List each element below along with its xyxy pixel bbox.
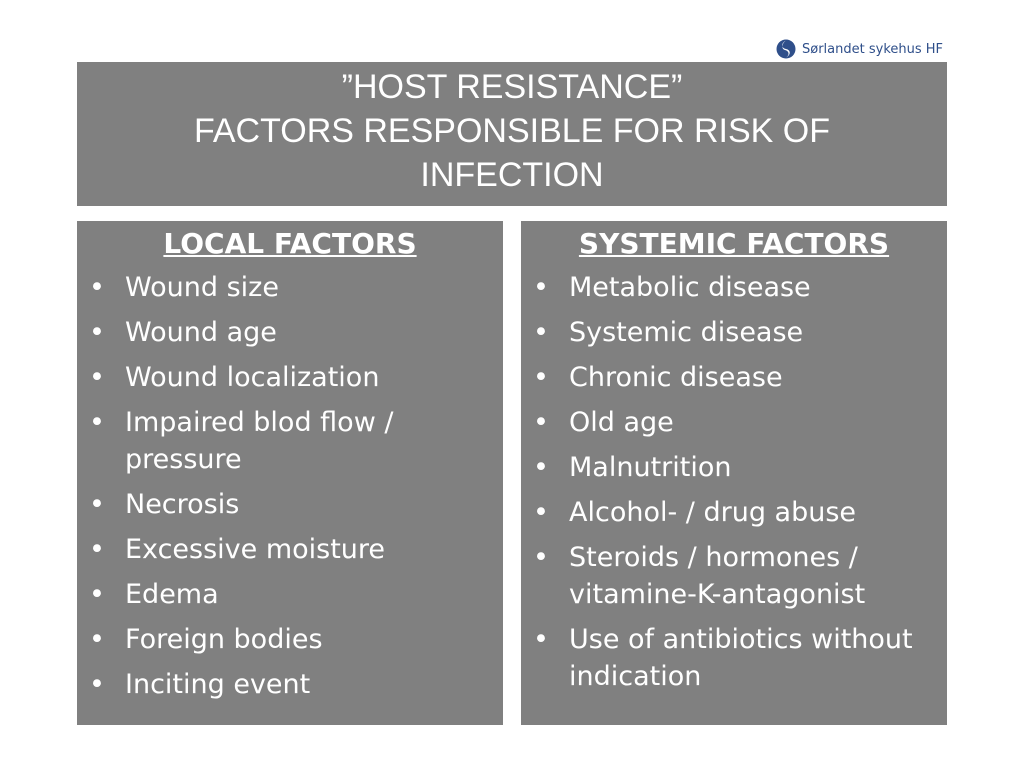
list-item: [521, 359, 947, 396]
bullet-icon: •: [533, 452, 549, 483]
list-item-text: Wound localization: [125, 362, 380, 393]
systemic-factors-list: [521, 269, 947, 695]
list-item: [77, 666, 503, 703]
list-item-text: Alcohol- / drug abuse: [569, 497, 857, 528]
list-item-text: Systemic disease: [569, 317, 804, 348]
bullet-icon: •: [89, 362, 105, 393]
bullet-icon: •: [89, 579, 105, 610]
local-factors-panel: [77, 221, 503, 725]
list-item-text: Foreign bodies: [125, 624, 323, 655]
list-item-text: Chronic disease: [569, 362, 783, 393]
list-item: [77, 269, 503, 306]
title-line-1: ”HOST RESISTANCE”: [341, 68, 683, 106]
bullet-icon: •: [533, 317, 549, 348]
list-item-text: Old age: [569, 407, 674, 438]
bullet-icon: •: [89, 624, 105, 655]
hospital-logo: [776, 36, 943, 62]
list-item: [521, 404, 947, 441]
slide-title: [77, 62, 947, 206]
systemic-factors-panel: [521, 221, 947, 725]
bullet-icon: •: [89, 534, 105, 565]
bullet-icon: •: [533, 624, 549, 655]
local-factors-heading: LOCAL FACTORS: [163, 227, 417, 260]
list-item: [521, 449, 947, 486]
list-item: [77, 404, 503, 478]
bullet-icon: •: [89, 407, 105, 438]
bullet-icon: •: [533, 362, 549, 393]
list-item-text: Excessive moisture: [125, 534, 386, 565]
bullet-icon: •: [533, 272, 549, 303]
list-item: [521, 314, 947, 351]
list-item-text: Metabolic disease: [569, 272, 811, 303]
bullet-icon: •: [89, 489, 105, 520]
list-item-text: Necrosis: [125, 489, 240, 520]
title-line-2: FACTORS RESPONSIBLE FOR RISK OF: [193, 112, 831, 150]
list-item-text: Steroids / hormones / vitamine-K-antagonist: [569, 542, 866, 610]
hospital-logo-icon: [776, 39, 796, 59]
list-item: [77, 576, 503, 613]
list-item: [77, 314, 503, 351]
logo-text: Sørlandet sykehus HF: [802, 41, 944, 57]
bullet-icon: •: [89, 669, 105, 700]
list-item: [521, 494, 947, 531]
list-item-text: Impaired blod flow / pressure: [125, 407, 394, 475]
bullet-icon: •: [89, 317, 105, 348]
list-item: [77, 486, 503, 523]
list-item-text: Wound size: [125, 272, 279, 303]
title-line-3: INFECTION: [420, 156, 604, 194]
list-item: [521, 621, 947, 695]
list-item: [521, 269, 947, 306]
list-item-text: Malnutrition: [569, 452, 732, 483]
list-item-text: Wound age: [125, 317, 277, 348]
list-item-text: Use of antibiotics without indication: [569, 624, 913, 692]
list-item: [77, 359, 503, 396]
systemic-factors-heading: SYSTEMIC FACTORS: [578, 227, 890, 260]
bullet-icon: •: [89, 272, 105, 303]
list-item: [77, 621, 503, 658]
bullet-icon: •: [533, 497, 549, 528]
bullet-icon: •: [533, 407, 549, 438]
local-factors-list: [77, 269, 503, 703]
list-item: [521, 539, 947, 613]
bullet-icon: •: [533, 542, 549, 573]
list-item-text: Edema: [125, 579, 219, 610]
list-item: [77, 531, 503, 568]
list-item-text: Inciting event: [125, 669, 311, 700]
